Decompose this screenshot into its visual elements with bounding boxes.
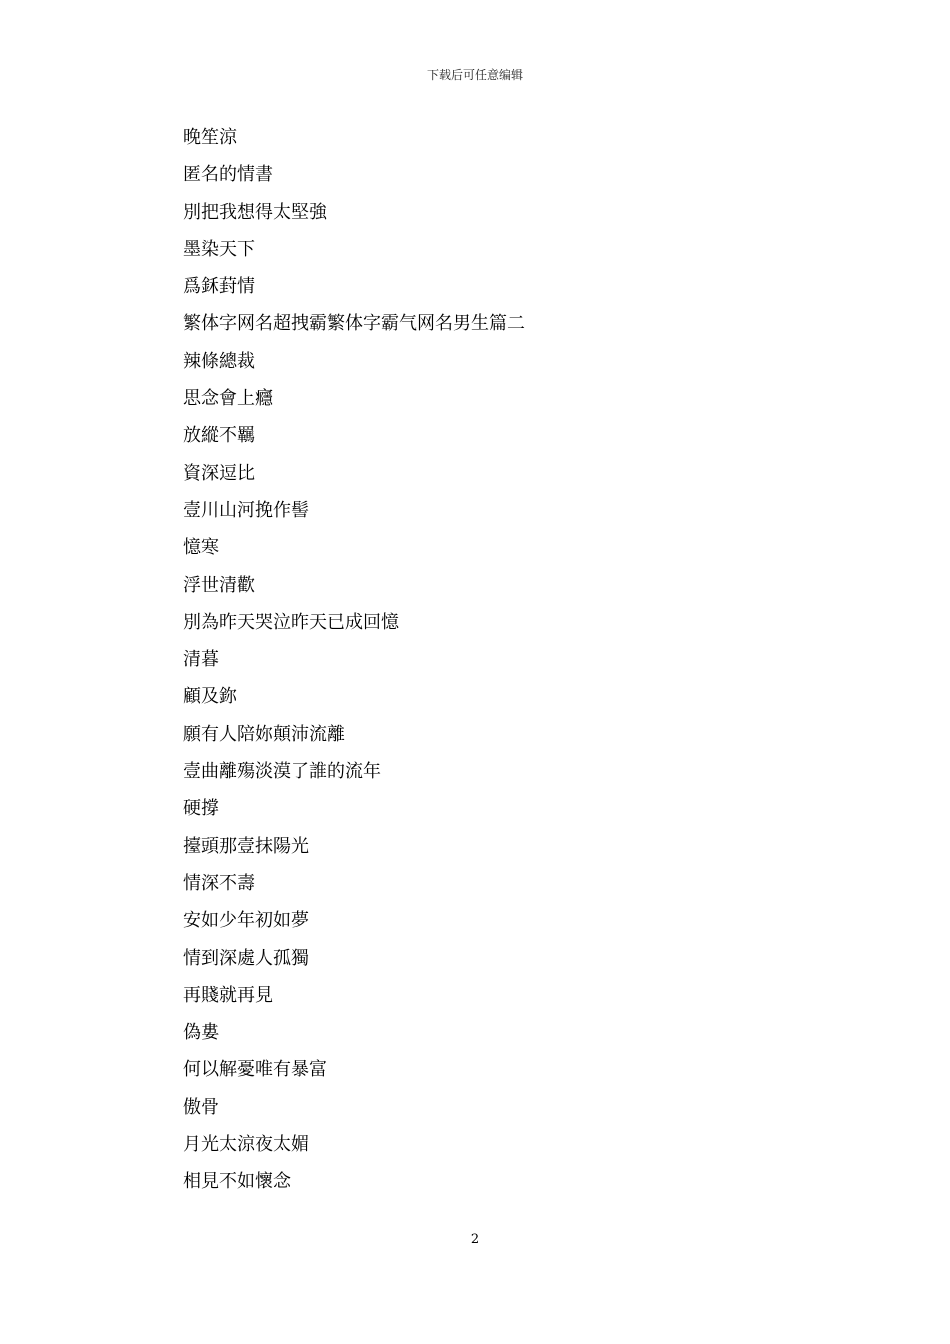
list-item: 清暮 (183, 649, 219, 671)
list-item: 願有人陪妳顛沛流離 (183, 723, 345, 745)
list-item: 傲骨 (183, 1096, 219, 1118)
list-item: 匿名的情書 (183, 164, 273, 186)
list-item: 月光太涼夜太媚 (183, 1134, 309, 1156)
section-heading: 繁体字网名超拽霸繁体字霸气网名男生篇二 (183, 313, 525, 335)
list-item: 別為昨天哭泣昨天已成回憶 (183, 611, 399, 633)
page-header: 下载后可任意编辑 (426, 68, 523, 82)
list-item: 思念會上癮 (183, 388, 273, 410)
list-item: 辣條總裁 (183, 350, 255, 372)
list-item: 放縱不羈 (183, 425, 255, 447)
list-item: 浮世清歡 (183, 574, 255, 596)
list-item: 情到深處人孤獨 (183, 947, 309, 969)
list-item: 何以解憂唯有暴富 (183, 1059, 327, 1081)
list-item: 晚笙涼 (183, 127, 237, 148)
list-item: 爲鉌葑情 (183, 276, 255, 298)
list-item: 資深逗比 (183, 462, 255, 484)
list-item: 再賤就再見 (183, 984, 273, 1006)
list-item: 相見不如懷念 (183, 1171, 291, 1193)
list-item: 擡頭那壹抹陽光 (183, 835, 309, 857)
list-item: 硬撐 (183, 798, 219, 820)
page-number: 2 (470, 1232, 480, 1247)
list-item: 偽婁 (183, 1022, 219, 1044)
list-item: 憶寒 (183, 537, 219, 559)
name-list (183, 119, 783, 1201)
list-item: 安如少年初如夢 (183, 910, 309, 932)
list-item: 壹曲離殤淡漠了誰的流年 (183, 761, 381, 783)
list-item: 壹川山河挽作髻 (183, 499, 309, 521)
list-item: 情深不壽 (183, 872, 255, 894)
list-item: 顧及鉨 (183, 686, 237, 708)
list-item: 墨染天下 (183, 238, 255, 260)
list-item: 別把我想得太堅強 (183, 201, 327, 223)
